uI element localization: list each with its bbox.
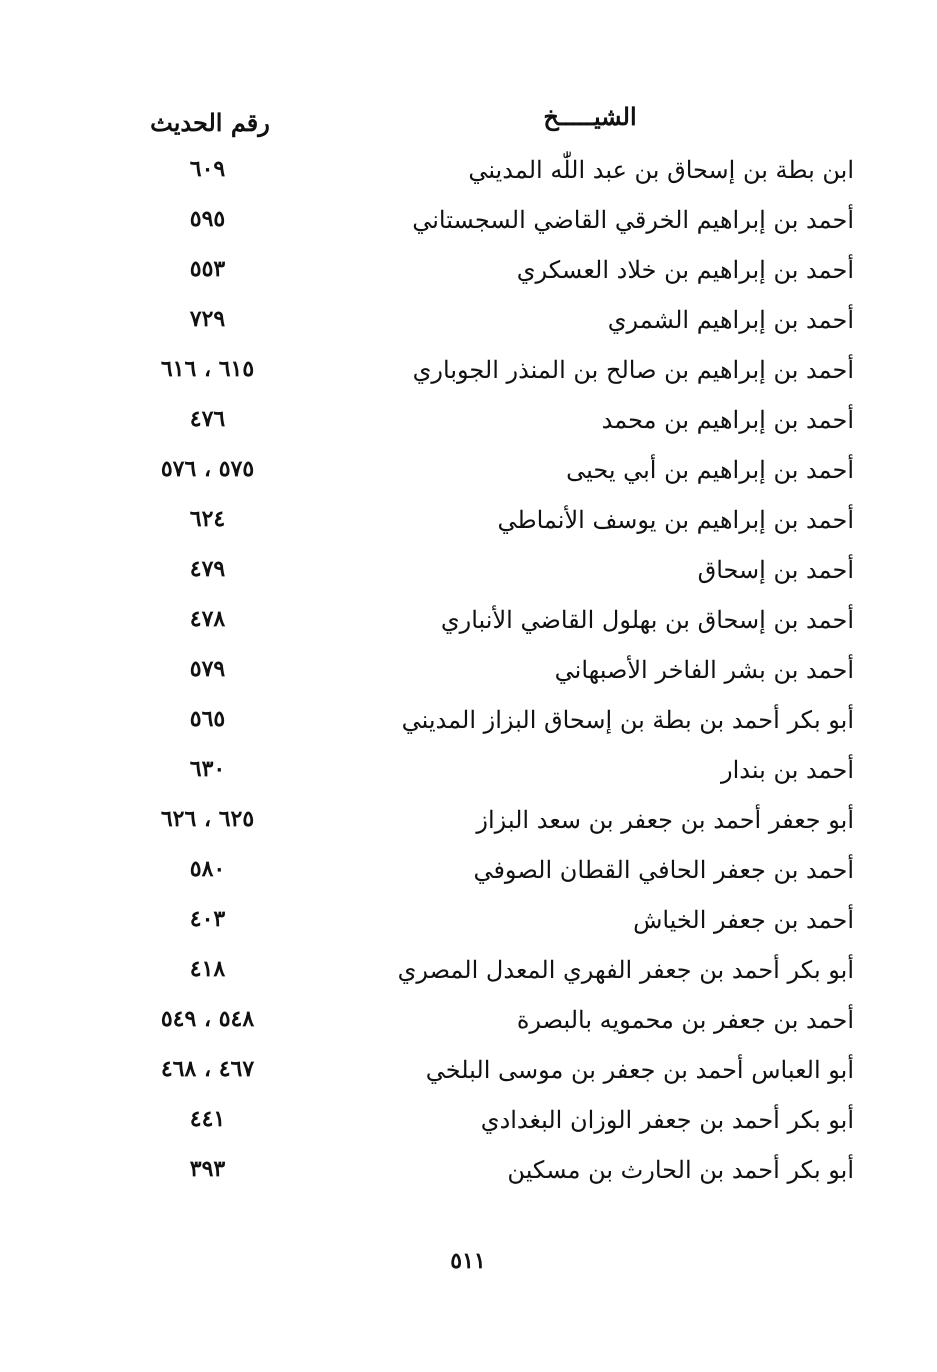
index-row xyxy=(100,1000,860,1050)
index-row xyxy=(100,1150,860,1200)
sheikh-name: أحمد بن إسحاق بن بهلول القاضي الأنباري xyxy=(440,606,854,634)
index-row xyxy=(100,650,860,700)
sheikh-name: ابن بطة بن إسحاق بن عبد اللّٰه المديني xyxy=(468,156,854,184)
index-row xyxy=(100,950,860,1000)
index-row xyxy=(100,150,860,200)
sheikh-name: أحمد بن إبراهيم بن صالح بن المنذر الجوباري xyxy=(412,356,854,384)
hadith-numbers: ٦٢٥ ، ٦٢٦ xyxy=(160,806,255,832)
index-row xyxy=(100,1050,860,1100)
sheikh-name: أحمد بن إبراهيم الشمري xyxy=(607,306,854,334)
hadith-numbers: ٤٤١ xyxy=(189,1106,226,1132)
index-row xyxy=(100,900,860,950)
hadith-numbers: ٥٩٥ xyxy=(189,206,226,232)
hadith-numbers: ٤٧٦ xyxy=(189,406,226,432)
page-number: ٥١١ xyxy=(450,1248,486,1274)
hadith-numbers: ٥٧٥ ، ٥٧٦ xyxy=(160,456,255,482)
hadith-numbers: ٦٢٤ xyxy=(189,506,226,532)
sheikh-name: أبو العباس أحمد بن جعفر بن موسى البلخي xyxy=(425,1056,854,1084)
index-list xyxy=(100,150,860,1200)
hadith-numbers: ٦٣٠ xyxy=(189,756,226,782)
hadith-numbers: ٤٧٩ xyxy=(189,556,226,582)
index-row xyxy=(100,350,860,400)
index-row xyxy=(100,200,860,250)
hadith-numbers: ٥٨٠ xyxy=(189,856,226,882)
sheikh-name: أحمد بن إبراهيم بن أبي يحيى xyxy=(566,456,854,484)
sheikh-name: أبو بكر أحمد بن الحارث بن مسكين xyxy=(507,1156,854,1184)
sheikh-name: أبو بكر أحمد بن جعفر الفهري المعدل المصري xyxy=(397,956,854,984)
index-row xyxy=(100,500,860,550)
sheikh-name: أحمد بن جعفر الخياش xyxy=(633,906,854,934)
hadith-numbers: ٥٤٨ ، ٥٤٩ xyxy=(160,1006,255,1032)
hadith-numbers: ٤٦٧ ، ٤٦٨ xyxy=(160,1056,255,1082)
sheikh-name: أحمد بن جعفر بن محمويه بالبصرة xyxy=(516,1006,854,1034)
sheikh-name: أبو بكر أحمد بن بطة بن إسحاق البزاز المديني xyxy=(401,706,854,734)
sheikh-name: أحمد بن جعفر الحافي القطان الصوفي xyxy=(473,856,854,884)
hadith-numbers: ٥٦٥ xyxy=(189,706,226,732)
hadith-numbers: ٥٥٣ xyxy=(189,256,226,282)
hadith-numbers: ٤١٨ xyxy=(189,956,226,982)
sheikh-name: أحمد بن إبراهيم الخرقي القاضي السجستاني xyxy=(412,206,854,234)
index-row xyxy=(100,550,860,600)
hadith-number-column-header: رقم الحديث xyxy=(150,108,270,137)
sheikh-name: أحمد بن إبراهيم بن يوسف الأنماطي xyxy=(497,506,854,534)
index-row xyxy=(100,400,860,450)
sheikh-name: أحمد بن بشر الفاخر الأصبهاني xyxy=(554,656,854,684)
hadith-numbers: ٣٩٣ xyxy=(189,1156,226,1182)
index-row xyxy=(100,300,860,350)
hadith-numbers: ٤٧٨ xyxy=(189,606,226,632)
sheikh-name: أبو بكر أحمد بن جعفر الوزان البغدادي xyxy=(480,1106,854,1134)
sheikh-name: أحمد بن إبراهيم بن خلاد العسكري xyxy=(516,256,854,284)
index-row xyxy=(100,600,860,650)
sheikh-name: أحمد بن إسحاق xyxy=(697,556,854,584)
index-row xyxy=(100,700,860,750)
hadith-numbers: ٦١٥ ، ٦١٦ xyxy=(160,356,255,382)
index-row xyxy=(100,250,860,300)
index-row xyxy=(100,800,860,850)
index-row xyxy=(100,750,860,800)
sheikh-column-header: الشيـــــخ xyxy=(543,102,637,131)
hadith-numbers: ٦٠٩ xyxy=(189,156,226,182)
sheikh-name: أبو جعفر أحمد بن جعفر بن سعد البزاز xyxy=(476,806,854,834)
index-row xyxy=(100,850,860,900)
index-row xyxy=(100,1100,860,1150)
hadith-numbers: ٥٧٩ xyxy=(189,656,226,682)
index-row xyxy=(100,450,860,500)
sheikh-name: أحمد بن بندار xyxy=(721,756,854,784)
hadith-numbers: ٤٠٣ xyxy=(189,906,226,932)
hadith-numbers: ٧٢٩ xyxy=(189,306,226,332)
sheikh-name: أحمد بن إبراهيم بن محمد xyxy=(601,406,854,434)
